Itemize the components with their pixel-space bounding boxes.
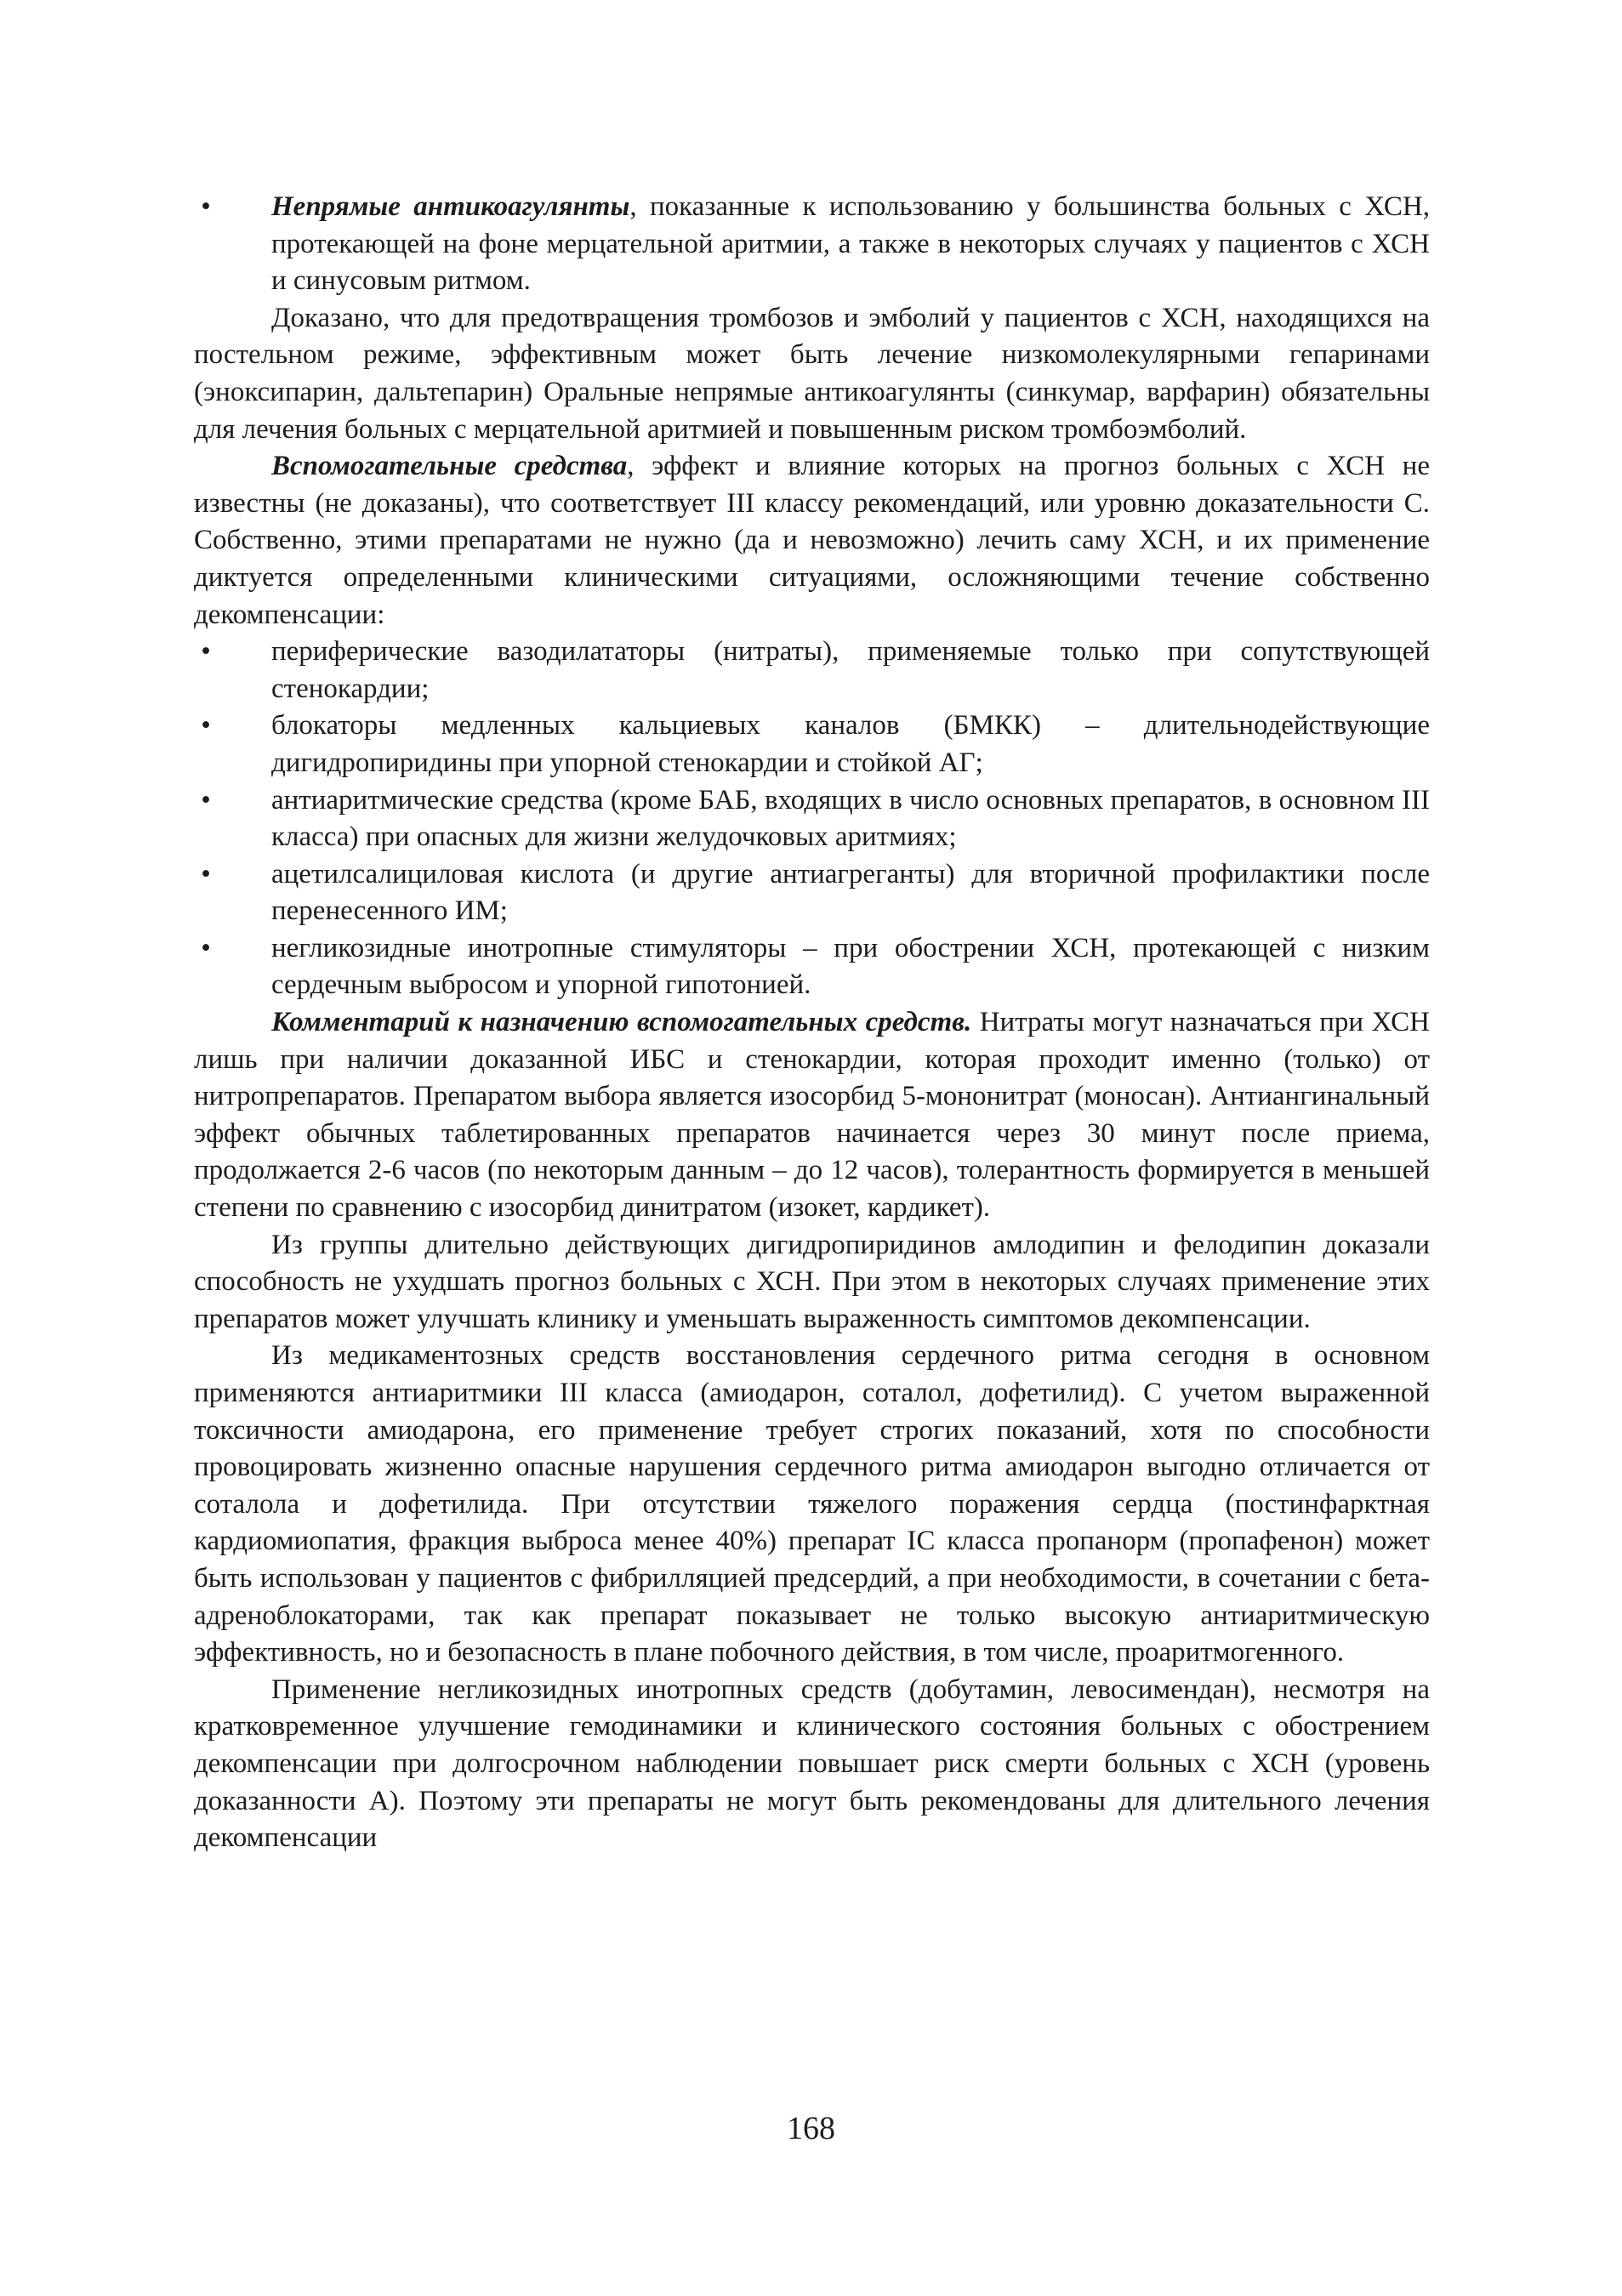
bullet-marker: • xyxy=(201,784,211,816)
term-indirect-anticoagulants: Непрямые антикоагулянты xyxy=(271,191,630,222)
bullet-inotropic-stimulators xyxy=(194,930,1430,1004)
bullet-text: периферические вазодилататоры (нитраты), применяемые только при сопутствующей стенокардии; xyxy=(271,636,1430,704)
bullet-marker: • xyxy=(201,932,211,963)
bullet-indirect-anticoagulants xyxy=(194,189,1430,300)
bullet-text: блокаторы медленных кальциевых каналов (БМКК) – длительнодействующие дигидропиридины при упорной стенокардии и стойкой АГ; xyxy=(271,710,1430,778)
paragraph-non-glycoside-inotropes: Применение негликозидных инотропных средств (добутамин, левосимендан), несмотря на кратковременное улучшение гемодинамики и клинического состояния больных с обострением декомпенсации при долгосрочном наблюдении повышает риск смерти больных с ХСН (уровень доказанности А). Поэтому эти препараты не могут быть рекомендованы для длительного лечения декомпенсации xyxy=(194,1674,1430,1854)
bullet-text: негликозидные инотропные стимуляторы – при обострении ХСН, протекающей с низким сердечным выбросом и упорной гипотонией. xyxy=(271,932,1430,1001)
bullet-acetylsalicylic-acid xyxy=(194,856,1430,930)
paragraph-text: Нитраты могут назначаться при ХСН лишь при наличии доказанной ИБС и стенокардии, которая проходит именно (только) от нитропрепаратов. Препаратом выбора является изосорбид 5-мононитрат (моносан). Антиангинальный эффект обычных таблетированных препаратов начинается через 30 минут после приема, продолжается 2-6 часов (по некоторым данным – до 12 часов), толерантность формируется в меньшей степени по сравнению с изосорбид динитратом (изокет, кардикет). xyxy=(194,1007,1431,1224)
bullet-text: ацетилсалициловая кислота (и другие антиагреганты) для вторичной профилактики после перенесенного ИМ; xyxy=(271,858,1430,927)
paragraph-auxiliary-agents xyxy=(194,448,1430,634)
bullet-marker: • xyxy=(201,858,211,889)
bullet-marker: • xyxy=(201,636,211,668)
paragraph-thrombosis-prevention: Доказано, что для предотвращения тромбозов и эмболий у пациентов с ХСН, находящихся на постельном режиме, эффективным может быть лечение низкомолекулярными гепаринами (эноксипарин, дальтепарин) Оральные непрямые антикоагулянты (синкумар, варфарин) обязательны для лечения больных с мерцательной аритмией и повышенным риском тромбоэмболий. xyxy=(194,302,1430,445)
paragraph-auxiliary-commentary xyxy=(194,1004,1430,1227)
page-body xyxy=(194,189,1430,1857)
bullet-text: антиаритмические средства (кроме БАБ, входящих в число основных препаратов, в основном III класса) при опасных для жизни желудочковых аритмиях; xyxy=(271,784,1430,853)
bullet-text: , показанные к использованию у большинства больных с ХСН, протекающей на фоне мерцательной аритмии, а также в некоторых случаях у пациентов с ХСН и синусовым ритмом. xyxy=(271,191,1430,297)
paragraph-text: , эффект и влияние которых на прогноз больных с ХСН не известны (не доказаны), что соответствует III классу рекомендаций, или уровню доказательности С. Собственно, этими препаратами не нужно (да и невозможно) лечить саму ХСН, и их применение диктуется определенными клиническими ситуациями, осложняющими течение собственно декомпенсации: xyxy=(194,451,1430,630)
bullet-antiarrhythmics xyxy=(194,782,1430,856)
page-number: 168 xyxy=(787,2111,835,2146)
bullet-marker: • xyxy=(201,191,211,222)
term-auxiliary-agents: Вспомогательные средства xyxy=(271,451,628,482)
paragraph-rhythm-restoration: Из медикаментозных средств восстановления сердечного ритма сегодня в основном применяются антиаритмики III класса (амиодарон, соталол, дофетилид). С учетом выраженной токсичности амиодарона, его применение требует строгих показаний, хотя по способности провоцировать жизненно опасные нарушения сердечного ритма амиодарон выгодно отличается от соталола и дофетилида. При отсутствии тяжелого поражения сердца (постинфарктная кардиомиопатия, фракция выброса менее 40%) препарат IС класса пропанорм (пропафенон) может быть использован у пациентов с фибрилляцией предсердий, а при необходимости, в сочетании с бета-адреноблокаторами, так как препарат показывает не только высокую антиаритмическую эффективность, но и безопасность в плане побочного действия, в том числе, проаритмогенного. xyxy=(194,1340,1430,1668)
bullet-calcium-channel-blockers xyxy=(194,708,1430,781)
bullet-marker: • xyxy=(201,710,211,742)
bullet-vasodilators xyxy=(194,634,1430,708)
term-auxiliary-commentary: Комментарий к назначению вспомогательных средств. xyxy=(271,1007,972,1038)
paragraph-dihydropyridines: Из группы длительно действующих дигидропиридинов амлодипин и фелодипин доказали способность не ухудшать прогноз больных с ХСН. При этом в некоторых случаях применение этих препаратов может улучшать клинику и уменьшать выраженность симптомов декомпенсации. xyxy=(194,1229,1430,1334)
